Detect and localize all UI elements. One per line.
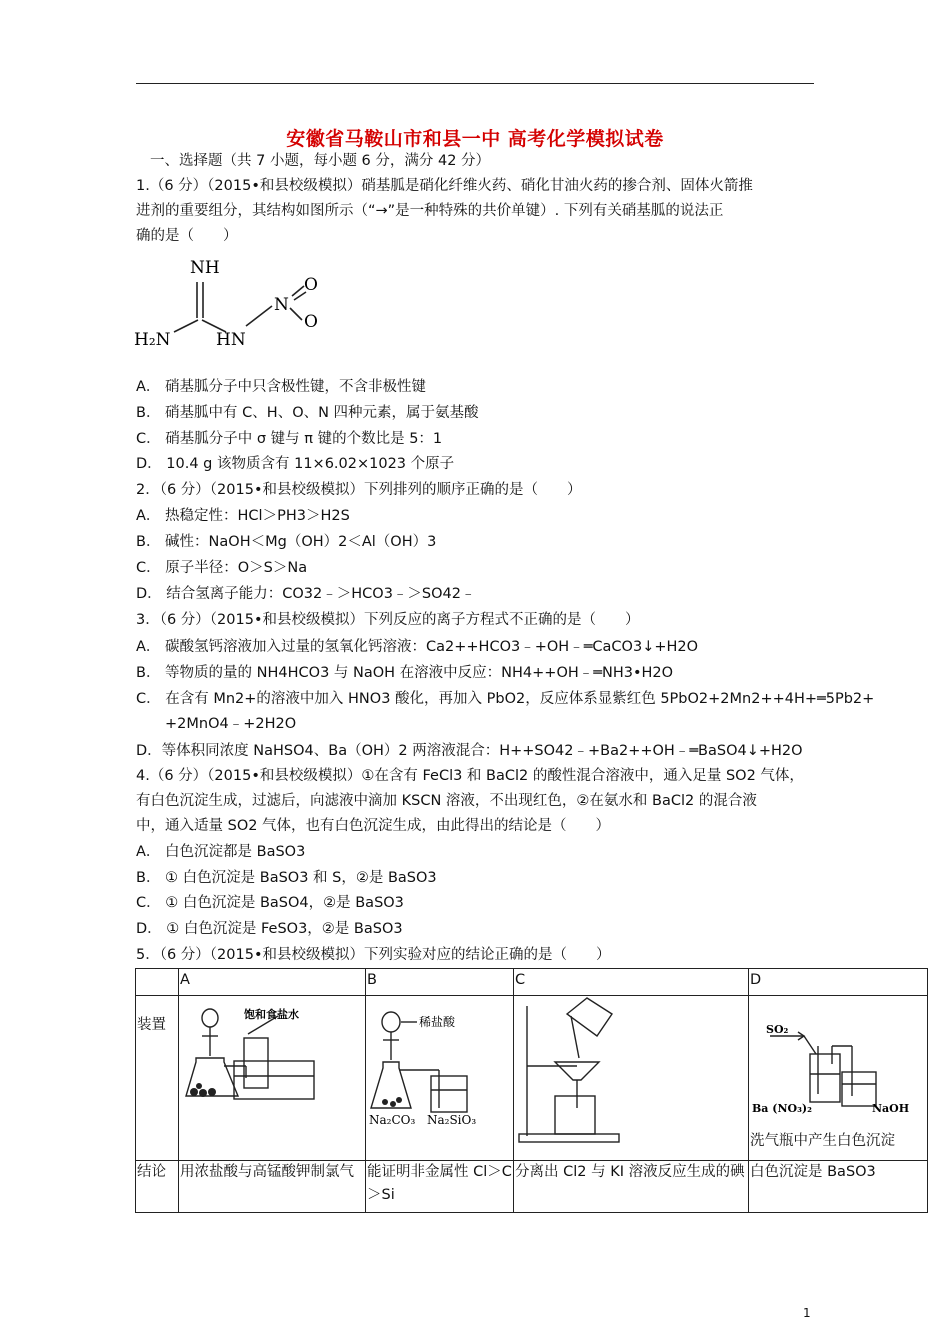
header-cell-d: D (749, 969, 928, 996)
table-row-conclusion (136, 1161, 928, 1213)
page-number: 1 (803, 1306, 811, 1320)
q4-stem-line-1: 4.（6 分）（2015•和县校级模拟）①在含有 FeCl3 和 BaCl2 的酸性混合溶液中，通入足量 SO2 气体， (136, 768, 804, 784)
apparatus-d-gas-label: SO₂ (766, 1024, 789, 1036)
q5-stem: 5．（6 分）（2015•和县校级模拟）下列实验对应的结论正确的是（ ） (136, 947, 611, 963)
q5-table (135, 968, 928, 1213)
header-cell-a: A (179, 969, 366, 996)
apparatus-b-right-label: Na₂SiO₃ (427, 1113, 477, 1127)
section-heading: 一、选择题（共 7 小题，每小题 6 分，满分 42 分） (150, 153, 491, 169)
apparatus-d-cell (749, 996, 928, 1161)
row-label-conclusion: 结论 (136, 1161, 179, 1213)
q2-option-b: B． 碱性：NaOH＜Mg（OH）2＜Al（OH）3 (136, 534, 437, 550)
q1-option-b: B． 硝基胍中有 C、H、O、N 四种元素，属于氨基酸 (136, 405, 479, 421)
q4-stem-line-2: 有白色沉淀生成，过滤后，向滤液中滴加 KSCN 溶液，不出现红色，②在氨水和 BaCl2 的混合液 (136, 793, 757, 809)
q4-option-a: A． 白色沉淀都是 BaSO3 (136, 844, 306, 860)
q1-option-d: D． 10.4 g 该物质含有 11×6.02×1023 个原子 (136, 456, 455, 472)
apparatus-b-cell (366, 996, 514, 1161)
q3-option-d: D．等体积同浓度 NaHSO4、Ba（OH）2 两溶液混合：H++SO42﹣+Ba2++OH﹣═BaSO4↓+H2O (136, 743, 803, 759)
q4-stem-line-3: 中，通入适量 SO2 气体，也有白色沉淀生成，由此得出的结论是（ ） (136, 818, 611, 834)
q2-stem: 2．（6 分）（2015•和县校级模拟）下列排列的顺序正确的是（ ） (136, 482, 582, 498)
nitroguanidine-structure (134, 250, 334, 355)
q3-option-c: C． 在含有 Mn2+的溶液中加入 HNO3 酸化，再加入 PbO2，反应体系显紫红色 5PbO2+2Mn2++4H+═5Pb2+ (136, 691, 875, 707)
apparatus-c-image (517, 996, 637, 1146)
table-row-apparatus (136, 996, 928, 1161)
q3-option-b: B． 等物质的量的 NH4HCO3 与 NaOH 在溶液中反应：NH4++OH﹣═NH3•H2O (136, 665, 674, 681)
header-cell-b: B (366, 969, 514, 996)
q3-option-a: A． 碳酸氢钙溶液加入过量的氢氧化钙溶液：Ca2++HCO3﹣+OH﹣═CaCO3↓+H2O (136, 639, 699, 655)
header-cell-c: C (514, 969, 749, 996)
q2-option-d: D． 结合氢离子能力：CO32﹣＞HCO3﹣＞SO42﹣ (136, 586, 476, 602)
q1-stem-line-2: 进剂的重要组分，其结构如图所示（“→”是一种特殊的共价单键）. 下列有关硝基胍的说法正 (136, 203, 724, 219)
header-cell (136, 969, 179, 996)
apparatus-a-image (184, 1006, 324, 1106)
q2-option-a: A． 热稳定性：HCl＞PH3＞H2S (136, 508, 350, 524)
conclusion-a: 用浓盐酸与高锰酸钾制氯气 (179, 1161, 366, 1213)
apparatus-b-image (369, 1008, 509, 1128)
row-label-apparatus: 装置 (136, 996, 179, 1161)
q4-option-d: D． ① 白色沉淀是 FeSO3，②是 BaSO3 (136, 921, 403, 937)
page-title: 安徽省马鞍山市和县一中 高考化学模拟试卷 (286, 128, 664, 150)
oxygen-2-label: O (304, 312, 318, 332)
apparatus-d-left-label: Ba (NO₃)₂ (752, 1102, 812, 1114)
apparatus-b-left-label: Na₂CO₃ (369, 1113, 416, 1127)
header-rule (136, 83, 814, 84)
conclusion-b: 能证明非金属性 Cl＞C＞Si (366, 1161, 514, 1213)
nh-label: NH (190, 258, 220, 278)
conclusion-c: 分离出 Cl2 与 KI 溶液反应生成的碘 (514, 1161, 749, 1213)
apparatus-a-cell (179, 996, 366, 1161)
q1-stem-line-3: 确的是（ ） (136, 228, 238, 244)
table-header-row (136, 969, 928, 996)
apparatus-c-cell (514, 996, 749, 1161)
q3-stem: 3．（6 分）（2015•和县校级模拟）下列反应的离子方程式不正确的是（ ） (136, 612, 640, 628)
h2n-label: H₂N (134, 330, 171, 350)
q1-option-a: A． 硝基胍分子中只含极性键，不含非极性键 (136, 379, 427, 395)
apparatus-d-image (752, 1024, 912, 1114)
apparatus-a-label: 饱和食盐水 (244, 1008, 299, 1021)
q1-stem-line-1: 1.（6 分）（2015•和县校级模拟）硝基胍是硝化纤维火药、硝化甘油火药的掺合剂、固体火箭推 (136, 178, 753, 194)
q2-option-c: C． 原子半径：O＞S＞Na (136, 560, 308, 576)
q4-option-c: C． ① 白色沉淀是 BaSO4，②是 BaSO3 (136, 895, 404, 911)
conclusion-d: 白色沉淀是 BaSO3 (749, 1161, 928, 1213)
oxygen-1-label: O (304, 275, 318, 295)
apparatus-b-top-label: 稀盐酸 (419, 1015, 456, 1029)
apparatus-d-right-label: NaOH (872, 1102, 910, 1114)
hn-label: HN (216, 330, 246, 350)
q4-option-b: B． ① 白色沉淀是 BaSO3 和 S，②是 BaSO3 (136, 870, 437, 886)
q1-option-c: C． 硝基胍分子中 σ 键与 π 键的个数比是 5：1 (136, 431, 443, 447)
apparatus-d-caption: 洗气瓶中产生白色沉淀 (750, 1133, 895, 1149)
nitro-n-label: N (274, 295, 289, 315)
q3-option-c-cont: +2MnO4﹣+2H2O (165, 716, 297, 732)
